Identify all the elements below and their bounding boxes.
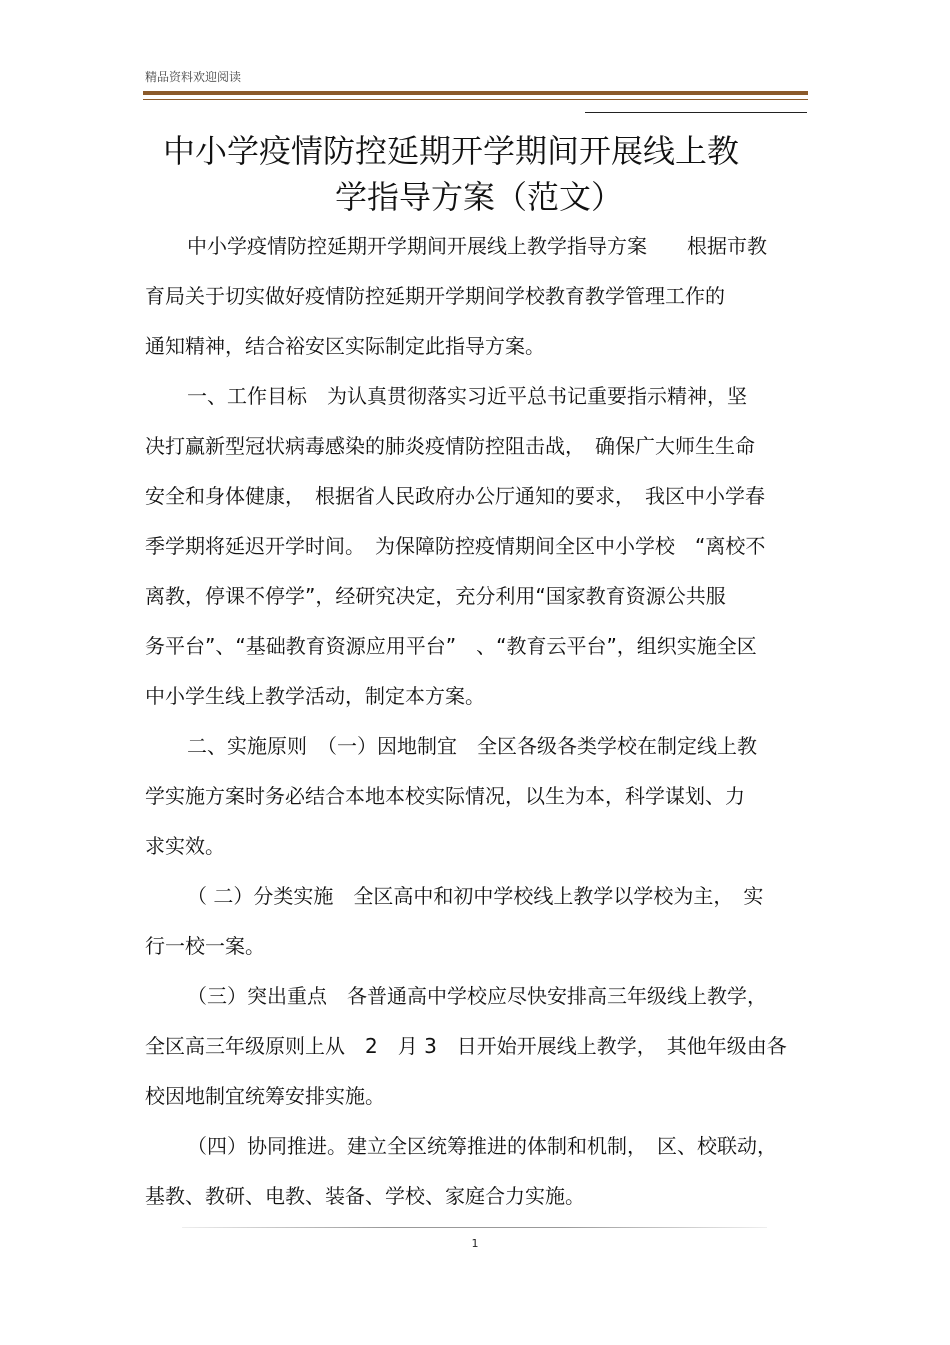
body-line: 一、工作目标 为认真贯彻落实习近平总书记重要指示精神，坚 [187,384,747,408]
body-line: 二、实施原则 （一）因地制宜 全区各级各类学校在制定线上教 [187,734,757,758]
body-line: （四）协同推进。建立全区统筹推进的体制和机制， 区、校联动， [187,1134,777,1158]
document-title [140,128,810,220]
header-rule-right [585,112,807,113]
body-line: （ 二）分类实施 全区高中和初中学校线上教学以学校为主， 实 [187,884,764,908]
body-line: 校因地制宜统筹安排实施。 [145,1084,385,1108]
body-line: 全区高三年级原则上从 2 月 3 日开始开展线上教学， 其他年级由各 [145,1034,787,1058]
body-line: 求实效。 [145,834,225,858]
body-line: 学实施方案时务必结合本地本校实际情况，以生为本，科学谋划、力 [145,784,745,808]
body-line: 行一校一案。 [145,934,265,958]
body-line: 通知精神，结合裕安区实际制定此指导方案。 [145,334,545,358]
body-line: 中小学生线上教学活动，制定本方案。 [145,684,485,708]
header-rule-thick [143,91,808,95]
title-line-2: 学指导方案（范文） [335,178,624,216]
footer-rule [182,1227,767,1228]
body-line: 季学期将延迟开学时间。 为保障防控疫情期间全区中小学校 “离校不 [145,534,766,558]
body-line: 决打赢新型冠状病毒感染的肺炎疫情防控阻击战， 确保广大师生生命 [145,434,755,458]
body-line: 育局关于切实做好疫情防控延期开学期间学校教育教学管理工作的 [145,284,725,308]
body-line: 安全和身体健康， 根据省人民政府办公厅通知的要求， 我区中小学春 [145,484,765,508]
body-line: （三）突出重点 各普通高中学校应尽快安排高三年级线上教学， [187,984,767,1008]
header-rule-thin [143,99,808,100]
body-line: 中小学疫情防控延期开学期间开展线上教学指导方案 根据市教 [187,234,767,258]
page-number: 1 [471,1237,479,1250]
header-label: 精品资料欢迎阅读 [145,70,242,84]
body-line: 务平台”、“基础教育资源应用平台” 、“教育云平台”，组织实施全区 [145,634,757,658]
body-line: 离教，停课不停学”，经研究决定，充分利用“国家教育资源公共服 [145,584,726,608]
title-line-1: 中小学疫情防控延期开学期间开展线上教 [163,132,740,170]
body-text [145,221,810,1221]
body-line: 基教、教研、电教、装备、学校、家庭合力实施。 [145,1184,585,1208]
